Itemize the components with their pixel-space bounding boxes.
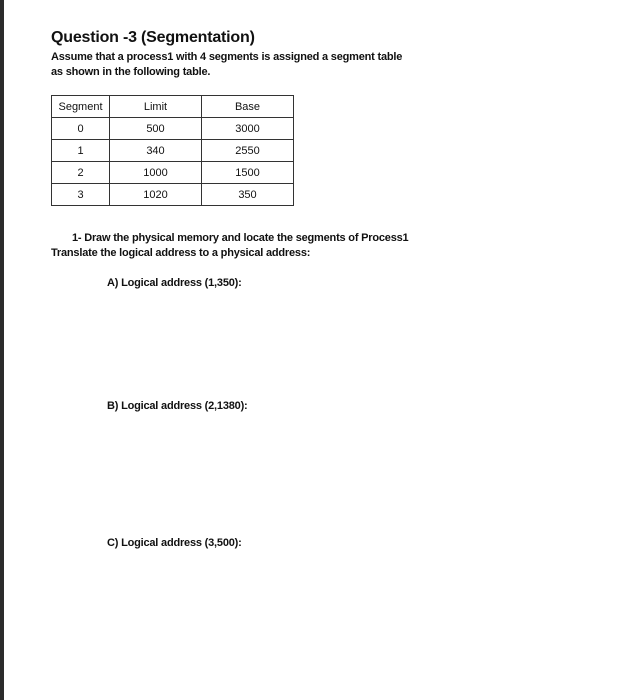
intro-line-2: as shown in the following table. — [51, 66, 211, 78]
translate-instruction: Translate the logical address to a physical address: — [51, 247, 311, 259]
table-header-row — [52, 96, 294, 118]
cell-limit: 1000 — [110, 162, 202, 184]
task-item-1: 1- Draw the physical memory and locate the segments of Process1 — [72, 232, 409, 244]
cell-limit: 340 — [110, 140, 202, 162]
cell-limit: 1020 — [110, 184, 202, 206]
part-a-label: A) Logical address (1,350): — [107, 277, 242, 289]
cell-base: 2550 — [202, 140, 294, 162]
cell-segment: 2 — [52, 162, 110, 184]
cell-segment: 1 — [52, 140, 110, 162]
table-row — [52, 162, 294, 184]
cell-base: 1500 — [202, 162, 294, 184]
cell-limit: 500 — [110, 118, 202, 140]
cell-segment: 3 — [52, 184, 110, 206]
header-segment: Segment — [52, 96, 110, 118]
segment-table — [51, 95, 294, 206]
part-c-label: C) Logical address (3,500): — [107, 537, 242, 549]
cell-base: 350 — [202, 184, 294, 206]
page-left-edge — [0, 0, 4, 700]
table-row — [52, 140, 294, 162]
header-limit: Limit — [110, 96, 202, 118]
table-row — [52, 184, 294, 206]
page-title: Question -3 (Segmentation) — [51, 29, 255, 46]
table-row — [52, 118, 294, 140]
part-b-label: B) Logical address (2,1380): — [107, 400, 248, 412]
cell-segment: 0 — [52, 118, 110, 140]
header-base: Base — [202, 96, 294, 118]
intro-line-1: Assume that a process1 with 4 segments is assigned a segment table — [51, 51, 403, 63]
cell-base: 3000 — [202, 118, 294, 140]
